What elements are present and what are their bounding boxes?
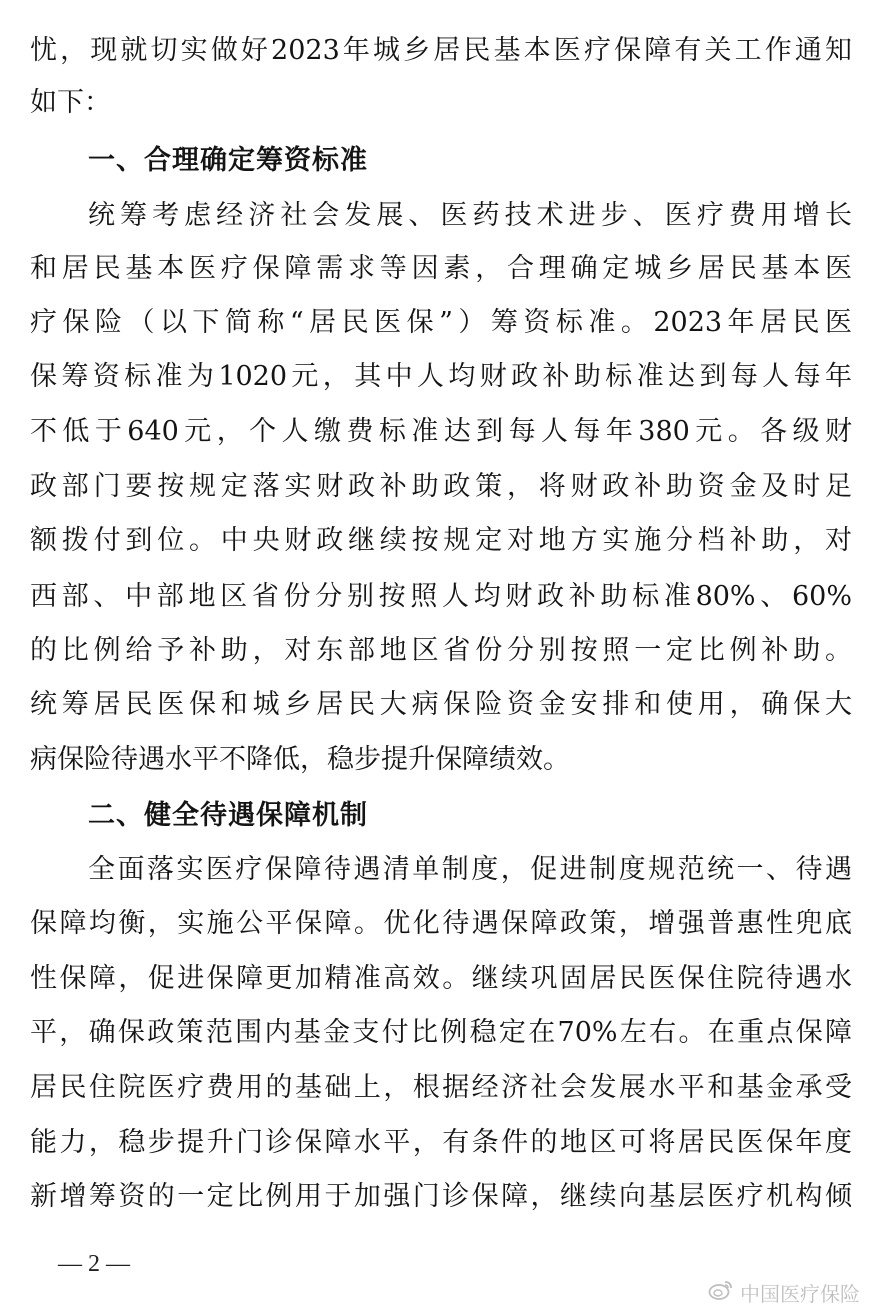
text-line: 额拨付到位。中央财政继续按规定对地方实施分档补助，对 xyxy=(30,525,852,556)
text-line: 全面落实医疗保障待遇清单制度，促进制度规范统一、待遇 xyxy=(88,854,852,885)
text-line: 平，确保政策范围内基金支付比例稳定在70%左右。在重点保障 xyxy=(30,1017,852,1048)
text-line: 忧，现就切实做好2023年城乡居民基本医疗保障有关工作通知 xyxy=(30,35,852,66)
page-number: — 2 — xyxy=(58,1251,130,1277)
watermark-text: 中国医疗保险 xyxy=(740,1281,860,1306)
text-line: 和居民基本医疗保障需求等因素，合理确定城乡居民基本医 xyxy=(30,253,852,284)
text-line: 统筹考虑经济社会发展、医药技术进步、医疗费用增长 xyxy=(88,200,852,231)
text-line: 能力，稳步提升门诊保障水平，有条件的地区可将居民医保年度 xyxy=(30,1127,852,1158)
text-line: 保障均衡，实施公平保障。优化待遇保障政策，增强普惠性兜底 xyxy=(30,908,852,939)
text-line: 政部门要按规定落实财政补助政策，将财政补助资金及时足 xyxy=(30,471,852,502)
text-line: 如下： xyxy=(30,87,111,118)
text-line: 不低于640元，个人缴费标准达到每人每年380元。各级财 xyxy=(30,416,852,447)
text-line: 的比例给予补助，对东部地区省份分别按照一定比例补助。 xyxy=(30,635,852,666)
text-line: 居民住院医疗费用的基础上，根据经济社会发展水平和基金承受 xyxy=(30,1072,852,1103)
text-line: 病保险待遇水平不降低，稳步提升保障绩效。 xyxy=(30,744,570,775)
text-line: 西部、中部地区省份分别按照人均财政补助标准80%、60% xyxy=(30,581,852,612)
section-heading-1: 一、合理确定筹资标准 xyxy=(88,145,368,176)
text-line: 性保障，促进保障更加精准高效。继续巩固居民医保住院待遇水 xyxy=(30,963,852,994)
text-line: 新增筹资的一定比例用于加强门诊保障，继续向基层医疗机构倾 xyxy=(30,1181,852,1212)
text-line: 统筹居民医保和城乡居民大病保险资金安排和使用，确保大 xyxy=(30,689,852,720)
text-line: 保筹资标准为1020元，其中人均财政补助标准达到每人每年 xyxy=(30,361,852,392)
section-heading-2: 二、健全待遇保障机制 xyxy=(88,800,368,831)
text-line: 疗保险（以下简称“居民医保”）筹资标准。2023年居民医 xyxy=(30,307,852,338)
watermark xyxy=(708,1276,860,1308)
weibo-logo-icon xyxy=(708,1279,734,1305)
